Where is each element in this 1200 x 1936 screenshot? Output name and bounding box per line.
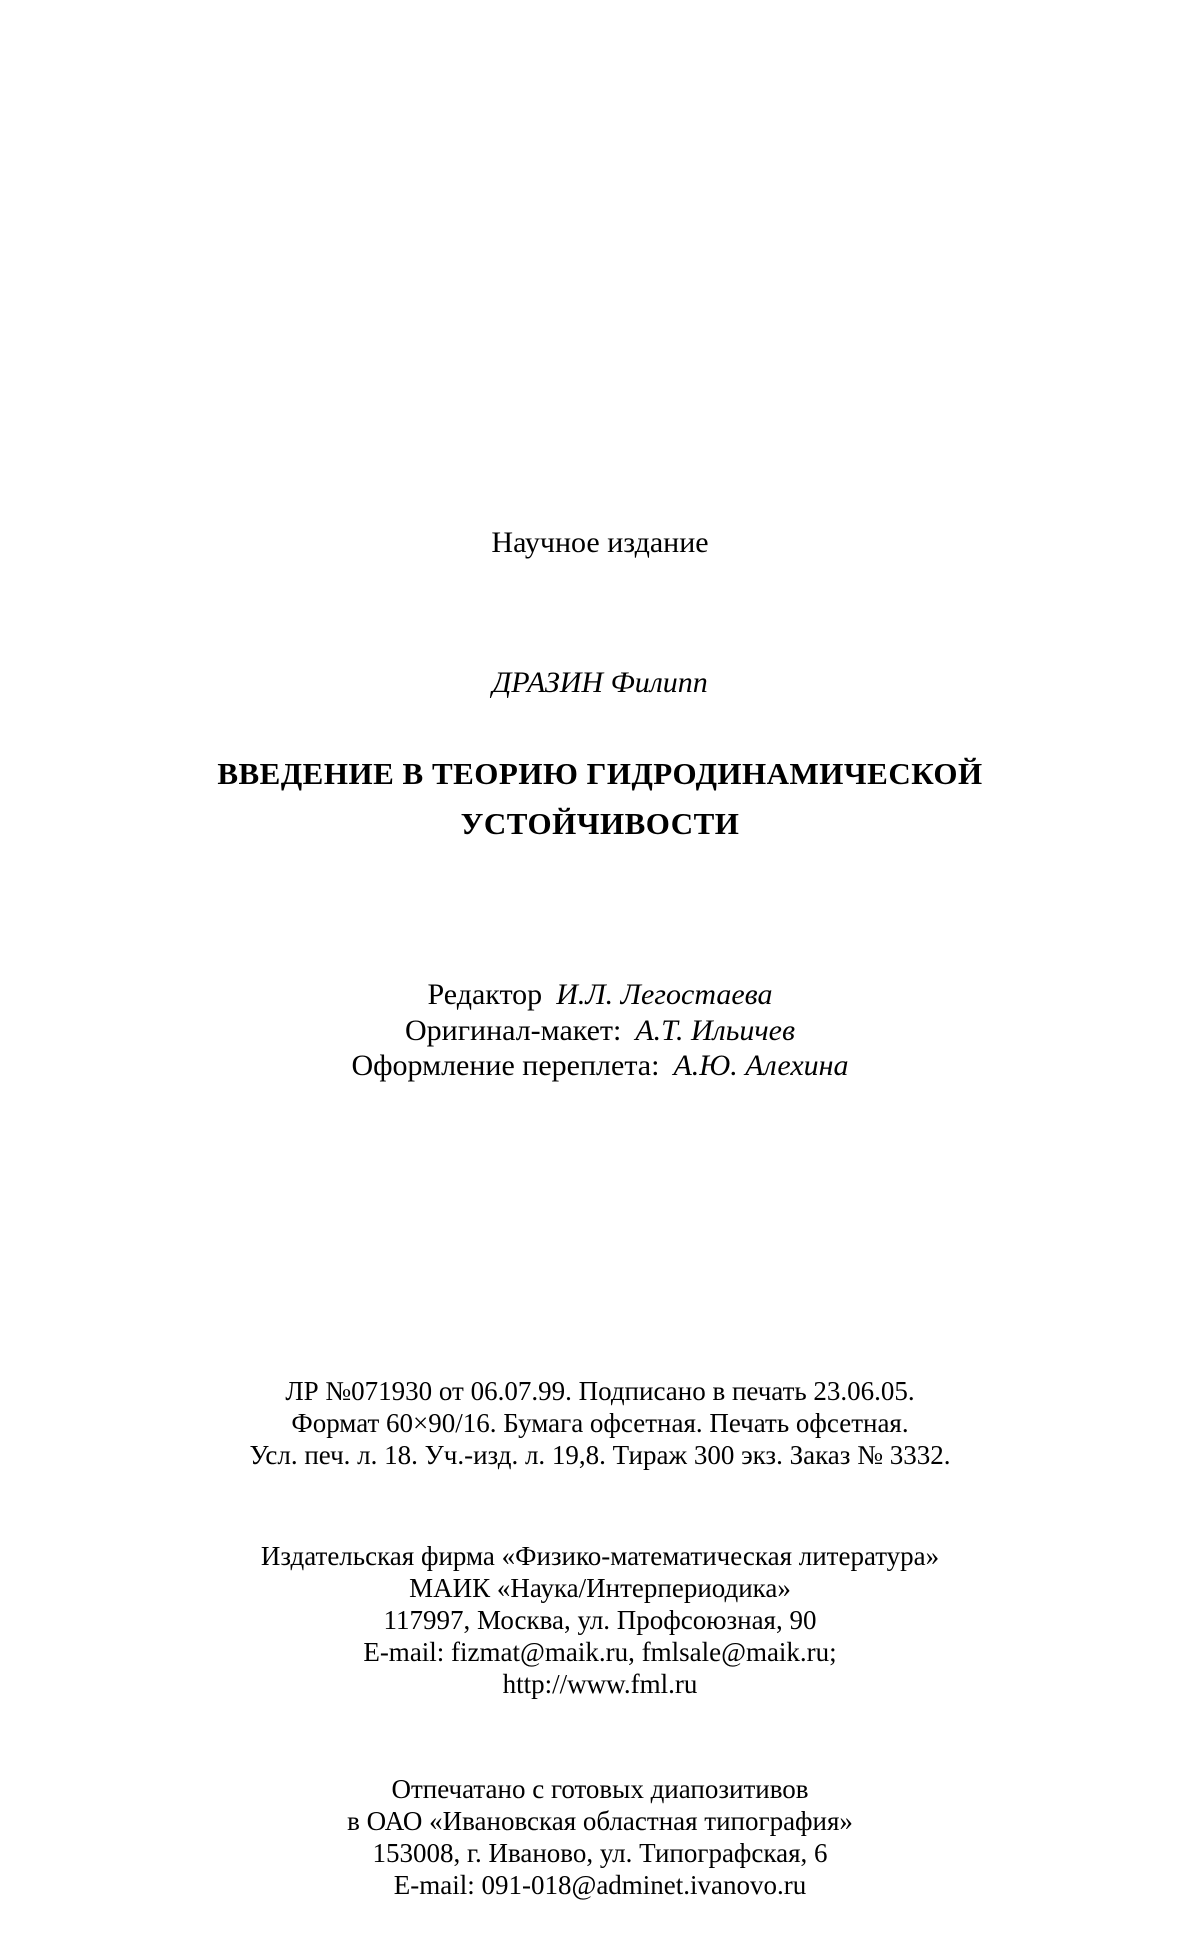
credit-editor [0,980,1200,1010]
edition-type: Научное издание [491,526,709,559]
printer-email: E-mail: 091-018@adminet.ivanovo.ru [393,1870,807,1900]
imprint-line: Формат 60×90/16. Бумага офсетная. Печать офсетная. [291,1408,909,1438]
publisher-line: МАИК «Наука/Интерпериодика» [409,1573,791,1603]
publisher-website: http://www.fml.ru [502,1669,698,1699]
imprint-line: ЛР №071930 от 06.07.99. Подписано в печать 23.06.05. [285,1376,915,1406]
printer-line: в ОАО «Ивановская областная типография» [347,1806,853,1836]
book-title-line-2: УСТОЙЧИВОСТИ [460,806,740,841]
imprint-line: Усл. печ. л. 18. Уч.-изд. л. 19,8. Тираж 300 экз. Заказ № 3332. [249,1440,951,1470]
credit-role: Оформление переплета: [351,1049,660,1082]
credit-name: А.Ю. Алехина [673,1049,849,1082]
publisher-line: Издательская фирма «Физико-математическая литература» [260,1541,940,1571]
credit-role: Редактор [427,978,543,1011]
credit-role: Оригинал-макет: [404,1014,622,1047]
credit-layout [0,1016,1200,1046]
credit-name: И.Л. Легостаева [556,978,773,1011]
book-title-line-1: ВВЕДЕНИЕ В ТЕОРИЮ ГИДРОДИНАМИЧЕСКОЙ [217,756,983,791]
printer-address: 153008, г. Иваново, ул. Типографская, 6 [372,1838,828,1868]
credit-cover-design [0,1051,1200,1081]
printer-line: Отпечатано с готовых диапозитивов [391,1774,809,1804]
credit-name: А.Т. Ильичев [635,1014,796,1047]
publisher-email: E-mail: fizmat@maik.ru, fmlsale@maik.ru; [363,1637,837,1667]
publisher-address: 117997, Москва, ул. Профсоюзная, 90 [383,1605,817,1635]
author-name: ДРАЗИН Филипп [492,666,708,699]
